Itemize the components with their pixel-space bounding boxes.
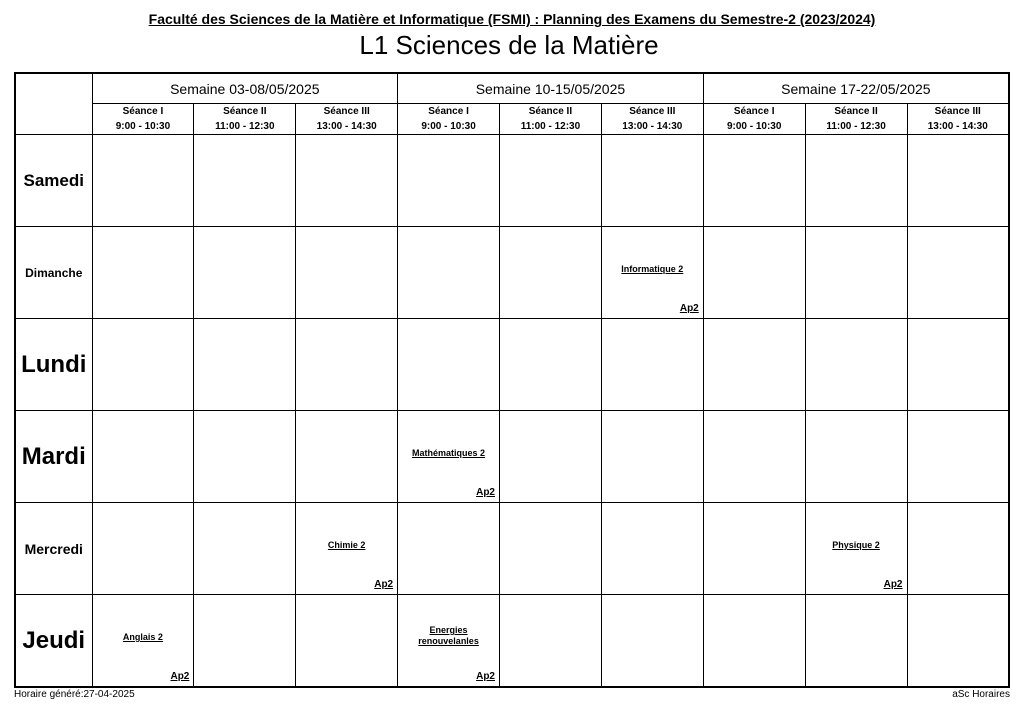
slot-cell [92,319,194,411]
slot-cell [398,135,500,227]
slot-cell [500,319,602,411]
slot-cell [194,411,296,503]
day-row-mardi [15,411,1009,503]
slot-cell [805,595,907,688]
day-row-samedi [15,135,1009,227]
session-header [194,104,296,135]
week-header-row [15,73,1009,104]
exam-card-chimie[interactable] [296,503,397,594]
slot-cell [398,227,500,319]
slot-cell [805,411,907,503]
exam-card-informatique[interactable] [602,227,703,318]
slot-cell [805,319,907,411]
slot-cell [601,135,703,227]
slot-cell [703,595,805,688]
slot-cell [601,227,703,319]
slot-cell [805,135,907,227]
exam-card-anglais[interactable] [93,595,194,686]
exam-subject: Physique 2 [832,540,880,550]
slot-cell [296,227,398,319]
session-name: Séance II [223,106,267,117]
day-label: Samedi [15,135,92,227]
session-header [500,104,602,135]
slot-cell [296,595,398,688]
day-label: Lundi [15,319,92,411]
session-time: 9:00 - 10:30 [421,121,476,132]
session-name: Séance III [934,106,981,117]
session-time: 11:00 - 12:30 [215,121,275,132]
slot-cell [500,595,602,688]
slot-cell [398,595,500,688]
document-title: Faculté des Sciences de la Matière et Informatique (FSMI) : Planning des Examens du Semestre-2 (2023/2024) [148,11,876,27]
slot-cell [907,319,1009,411]
session-time: 13:00 - 14:30 [927,121,988,132]
exam-room: Ap2 [679,303,699,314]
session-time: 9:00 - 10:30 [726,121,782,132]
slot-cell [194,503,296,595]
generated-date: Horaire généré:27-04-2025 [14,689,135,700]
slot-cell [907,411,1009,503]
slot-cell [92,503,194,595]
exam-subject: Mathématiques 2 [412,448,486,458]
slot-cell [500,227,602,319]
exam-subject: Energies renouvelanles [418,625,479,646]
slot-cell [907,595,1009,688]
slot-cell [92,411,194,503]
software-credit: aSc Horaires [952,689,1010,700]
slot-cell [805,227,907,319]
slot-cell [500,411,602,503]
slot-cell [296,411,398,503]
slot-cell [601,411,703,503]
slot-cell [296,135,398,227]
slot-cell [398,319,500,411]
session-name: Séance I [122,106,164,117]
slot-cell [703,319,805,411]
slot-cell [398,411,500,503]
session-name: Séance II [528,106,573,117]
slot-cell [500,135,602,227]
session-time: 9:00 - 10:30 [115,121,171,132]
session-header [805,104,907,135]
session-header [601,104,703,135]
slot-cell [601,595,703,688]
session-header-row [15,104,1009,135]
slot-cell [703,135,805,227]
exam-card-mathematiques[interactable] [398,411,499,502]
slot-cell [194,135,296,227]
day-label: Mercredi [15,503,92,595]
session-name: Séance II [834,106,878,117]
session-name: Séance I [428,106,469,117]
exam-room: Ap2 [374,579,394,590]
slot-cell [398,503,500,595]
slot-cell [296,503,398,595]
slot-cell [601,503,703,595]
exam-card-physique[interactable] [806,503,907,594]
slot-cell [907,135,1009,227]
session-name: Séance I [733,106,775,117]
day-row-mercredi [15,503,1009,595]
exam-room: Ap2 [476,671,495,682]
week-header: Semaine 10-15/05/2025 [398,73,704,104]
slot-cell [907,227,1009,319]
session-name: Séance III [629,106,676,117]
slot-cell [703,227,805,319]
exam-room: Ap2 [476,487,495,498]
slot-cell [92,595,194,688]
slot-cell [194,227,296,319]
slot-cell [92,135,194,227]
session-time: 11:00 - 12:30 [520,121,581,132]
session-time: 11:00 - 12:30 [826,121,886,132]
exam-subject: Chimie 2 [327,540,366,550]
exam-room: Ap2 [883,579,903,590]
exam-subject: Informatique 2 [621,264,684,274]
corner-cell [15,73,92,135]
session-time: 13:00 - 14:30 [316,121,377,132]
session-header [398,104,500,135]
slot-cell [500,503,602,595]
day-row-lundi [15,319,1009,411]
slot-cell [296,319,398,411]
day-label: Jeudi [15,595,92,688]
exam-schedule-table [14,72,1010,688]
exam-card-energies[interactable] [398,595,499,686]
session-header [907,104,1009,135]
session-header [296,104,398,135]
day-label: Mardi [15,411,92,503]
exam-subject: Anglais 2 [122,632,163,642]
session-header [92,104,194,135]
slot-cell [92,227,194,319]
day-label: Dimanche [15,227,92,319]
week-header: Semaine 17-22/05/2025 [703,73,1009,104]
day-row-dimanche [15,227,1009,319]
slot-cell [805,503,907,595]
exam-room: Ap2 [170,671,190,682]
class-title: L1 Sciences de la Matière [359,30,659,60]
slot-cell [194,595,296,688]
session-time: 13:00 - 14:30 [622,121,683,132]
slot-cell [601,319,703,411]
day-row-jeudi [15,595,1009,688]
slot-cell [907,503,1009,595]
slot-cell [703,411,805,503]
session-header [703,104,805,135]
session-name: Séance III [323,106,370,117]
week-header: Semaine 03-08/05/2025 [92,73,398,104]
slot-cell [194,319,296,411]
slot-cell [703,503,805,595]
